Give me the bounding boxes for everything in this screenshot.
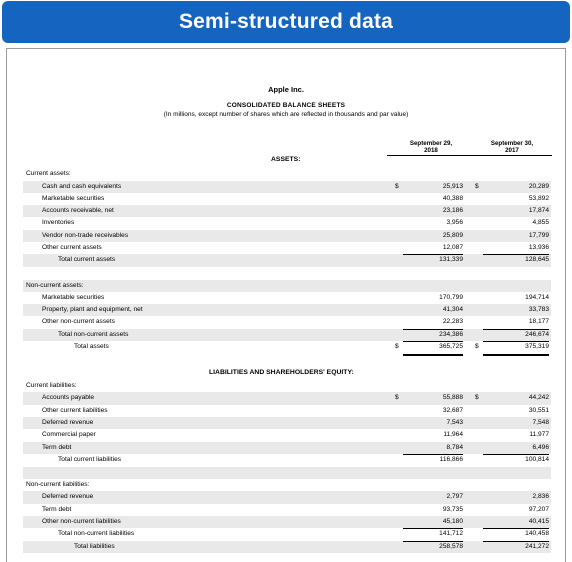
value-2017: 375,319 — [525, 343, 549, 350]
table-row — [23, 316, 551, 328]
value-2018: 22,283 — [442, 318, 463, 326]
slide-title: Semi-structured data — [178, 10, 394, 33]
value-2017: 11,977 — [529, 431, 549, 439]
table-row — [23, 417, 551, 429]
subtotal-underline — [403, 541, 463, 542]
value-2017: 6,496 — [532, 443, 549, 451]
row-label: Cash and cash equivalents — [42, 182, 122, 190]
subtotal-underline — [403, 341, 463, 342]
subtotal-underline — [483, 254, 549, 255]
subtotal-underline — [403, 254, 463, 255]
table-row — [23, 205, 551, 217]
value-2017: 194,714 — [525, 293, 549, 301]
value-2017: 44,242 — [528, 394, 549, 402]
row-label: Other non-current assets — [42, 318, 115, 326]
row-label: Accounts payable — [42, 394, 95, 402]
row-label: Total non-current assets — [58, 330, 129, 338]
row-label: Total non-current liabilities — [58, 530, 135, 538]
value-2017: 53,892 — [528, 194, 549, 202]
value-2018: 131,339 — [439, 256, 463, 264]
value-2018: 365,725 — [439, 343, 463, 350]
table-row — [23, 392, 551, 404]
value-2018: 93,735 — [442, 505, 463, 513]
column-header-2018-date: September 29, — [409, 140, 453, 147]
row-label: Marketable securities — [42, 293, 105, 301]
value-2018: 234,386 — [439, 330, 463, 338]
table-row — [23, 380, 551, 392]
value-2017: 140,458 — [525, 530, 549, 538]
table-row — [23, 405, 551, 417]
statement-title: CONSOLIDATED BALANCE SHEETS — [226, 102, 346, 109]
row-label: Other current liabilities — [42, 406, 108, 414]
subtotal-underline — [483, 528, 549, 529]
slide-title-banner — [2, 1, 570, 43]
table-row — [23, 491, 551, 503]
row-label: Deferred revenue — [42, 493, 94, 501]
value-2017: 13,936 — [528, 244, 549, 251]
table-row — [23, 304, 551, 316]
value-2017: 100,814 — [525, 455, 549, 463]
table-row — [23, 292, 551, 304]
row-label: Total current liabilities — [58, 455, 122, 463]
row-label: Commercial paper — [42, 431, 96, 439]
row-label: Non-current liabilities: — [26, 481, 90, 488]
double-underline — [403, 354, 463, 357]
table-row — [23, 267, 551, 279]
table-row — [23, 242, 551, 254]
currency-symbol-2018: $ — [395, 182, 399, 190]
value-2017: 18,177 — [528, 318, 549, 326]
row-label: Total liabilities — [74, 542, 115, 550]
row-label: Marketable securities — [42, 194, 105, 202]
subtotal-underline — [403, 329, 463, 330]
value-2018: 3,956 — [446, 219, 463, 227]
subtotal-underline — [483, 541, 549, 542]
row-label: Property, plant and equipment, net — [42, 306, 143, 314]
value-2017: 17,874 — [528, 207, 549, 215]
assets-heading: ASSETS: — [271, 156, 301, 163]
row-label: Accounts receivable, net — [42, 207, 114, 215]
table-row — [23, 341, 551, 353]
value-2018: 141,712 — [439, 530, 463, 538]
table-row — [23, 516, 551, 528]
company-name: Apple Inc. — [268, 85, 304, 94]
row-label: Term debt — [42, 505, 72, 513]
currency-symbol-2017: $ — [475, 343, 479, 350]
value-2018: 7,543 — [446, 418, 463, 426]
value-2018: 8,784 — [446, 443, 463, 451]
row-label: Current liabilities: — [26, 382, 77, 389]
subtotal-underline — [483, 454, 549, 455]
currency-symbol-2017: $ — [475, 182, 479, 190]
value-2017: 7,548 — [532, 418, 549, 426]
value-2017: 241,272 — [525, 542, 549, 550]
value-2017: 246,674 — [525, 330, 549, 338]
value-2018: 12,087 — [442, 244, 463, 251]
value-2017: 30,551 — [528, 406, 549, 414]
row-label: Deferred revenue — [42, 418, 94, 426]
table-row — [23, 442, 551, 454]
value-2018: 2,797 — [446, 493, 463, 501]
double-underline — [483, 354, 549, 357]
column-header-2017 — [472, 140, 552, 156]
table-row — [23, 193, 551, 205]
currency-symbol-2018: $ — [395, 343, 399, 350]
table-row — [23, 168, 551, 180]
table-row — [23, 479, 551, 491]
table-row — [23, 429, 551, 441]
balance-sheet-document — [6, 48, 566, 562]
statement-subtitle: (In millions, except number of shares which are reflected in thousands and par value) — [163, 111, 409, 118]
row-label: Total assets — [74, 343, 109, 350]
row-label: Current assets: — [26, 170, 71, 177]
table-row — [23, 254, 551, 266]
column-header-2017-year: 2017 — [505, 147, 519, 154]
value-2017: 97,207 — [528, 505, 549, 513]
table-row — [23, 280, 551, 292]
value-2018: 170,799 — [439, 293, 463, 301]
value-2018: 25,809 — [442, 231, 463, 239]
value-2017: 4,855 — [532, 219, 549, 227]
column-header-2017-date: September 30, — [490, 140, 534, 147]
column-header-2018-year: 2018 — [424, 147, 438, 154]
subtotal-underline — [483, 329, 549, 330]
table-row — [23, 541, 551, 553]
value-2017: 2,836 — [532, 493, 549, 501]
subtotal-underline — [483, 341, 549, 342]
liabilities-equity-heading: LIABILITIES AND SHAREHOLDERS' EQUITY: — [209, 369, 354, 376]
row-label: Vendor non-trade receivables — [42, 231, 129, 239]
value-2017: 17,799 — [528, 231, 549, 239]
value-2017: 20,289 — [528, 182, 549, 190]
value-2018: 55,888 — [442, 394, 463, 402]
row-label: Term debt — [42, 443, 72, 451]
value-2018: 258,578 — [439, 542, 463, 550]
value-2018: 32,687 — [442, 406, 463, 414]
table-row — [23, 467, 551, 479]
table-row — [23, 528, 551, 540]
table-row — [23, 230, 551, 242]
value-2018: 23,186 — [442, 207, 463, 215]
value-2018: 41,304 — [442, 306, 463, 314]
table-row — [23, 504, 551, 516]
row-label: Non-current assets: — [26, 281, 84, 289]
subtotal-underline — [403, 454, 463, 455]
value-2017: 128,645 — [525, 256, 549, 264]
row-label: Other current assets — [42, 244, 102, 251]
row-label: Other non-current liabilities — [42, 517, 121, 525]
value-2018: 40,388 — [442, 194, 463, 202]
table-row — [23, 217, 551, 229]
row-label: Inventories — [42, 219, 75, 227]
value-2018: 45,180 — [442, 517, 463, 525]
value-2018: 25,913 — [442, 182, 463, 190]
value-2018: 11,964 — [443, 431, 463, 439]
column-header-2018 — [387, 140, 475, 156]
currency-symbol-2018: $ — [395, 394, 399, 402]
table-row — [23, 454, 551, 466]
subtotal-underline — [403, 528, 463, 529]
row-label: Total current assets — [58, 256, 116, 264]
table-row — [23, 329, 551, 341]
currency-symbol-2017: $ — [475, 394, 479, 402]
value-2017: 33,783 — [528, 306, 549, 314]
value-2018: 116,866 — [439, 455, 463, 463]
value-2017: 40,415 — [528, 517, 549, 525]
table-row — [23, 181, 551, 193]
